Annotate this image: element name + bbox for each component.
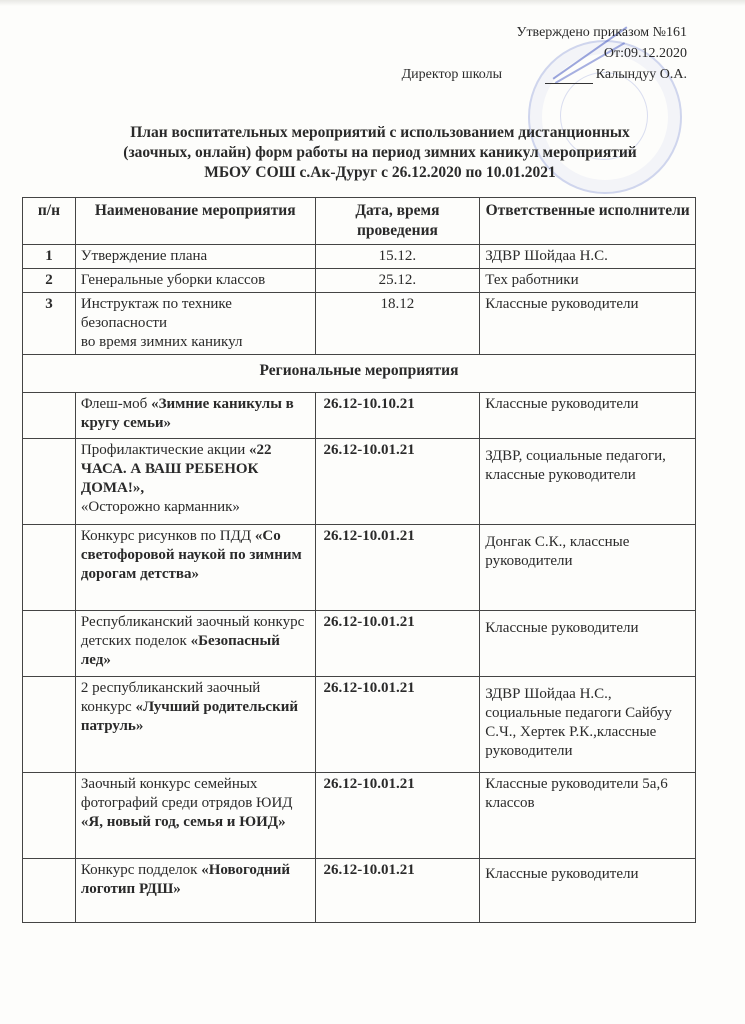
row-date: 26.12-10.01.21 bbox=[315, 611, 480, 677]
section-row bbox=[23, 355, 696, 393]
header-resp: Ответственные исполнители bbox=[480, 198, 696, 245]
row-resp: Классные руководители bbox=[480, 859, 696, 923]
table-row bbox=[23, 439, 696, 525]
row-resp: Тех работники bbox=[480, 269, 696, 293]
row-resp: Донгак С.К., классные руководители bbox=[480, 525, 696, 611]
row-num bbox=[23, 773, 76, 859]
name-plain: Флеш-моб bbox=[80, 396, 152, 412]
row-resp: ЗДВР Шойдаа Н.С. bbox=[480, 245, 696, 269]
name-bold: «Я, новый год, семья и ЮИД» bbox=[80, 814, 286, 830]
name-plain: 2 республиканский заочный конкурс bbox=[80, 680, 261, 715]
row-name bbox=[75, 677, 315, 773]
row-date: 25.12. bbox=[315, 269, 480, 293]
row-name bbox=[75, 773, 315, 859]
header-date: Дата, время проведения bbox=[315, 198, 480, 245]
name-bold: «Лучший родительский патруль» bbox=[80, 699, 298, 734]
name-plain: Конкурс подделок bbox=[80, 862, 202, 878]
row-resp: ЗДВР Шойдаа Н.С., социальные педагоги Сайбуу С.Ч., Хертек Р.К.,классные руководители bbox=[480, 677, 696, 773]
row-date: 15.12. bbox=[315, 245, 480, 269]
row-name bbox=[75, 859, 315, 923]
section-title: Региональные мероприятия bbox=[23, 355, 696, 393]
events-table bbox=[22, 197, 696, 923]
row-num bbox=[23, 611, 76, 677]
row-num bbox=[23, 677, 76, 773]
row-date: 26.12-10.01.21 bbox=[315, 439, 480, 525]
name-bold: «22 ЧАСА. А ВАШ РЕБЕНОК ДОМА!», bbox=[80, 442, 272, 496]
row-name: Генеральные уборки классов bbox=[75, 269, 315, 293]
table-row bbox=[23, 859, 696, 923]
document-title bbox=[60, 123, 700, 183]
name-plain: Профилактические акции bbox=[80, 442, 250, 458]
header-num: п/н bbox=[23, 198, 76, 245]
row-date: 26.12-10.01.21 bbox=[315, 677, 480, 773]
table-header-row bbox=[23, 198, 696, 245]
title-line-2: (заочных, онлайн) форм работы на период зимних каникул мероприятий bbox=[123, 144, 637, 161]
name-plain: Республиканский заочный конкурс детских поделок bbox=[80, 614, 305, 649]
row-resp: Классные руководители bbox=[480, 393, 696, 439]
row-name bbox=[75, 393, 315, 439]
row-name bbox=[75, 611, 315, 677]
row-name-line: безопасности bbox=[80, 315, 167, 331]
row-num: 2 bbox=[23, 269, 76, 293]
signature-line bbox=[545, 83, 593, 84]
table-row bbox=[23, 269, 696, 293]
header-name: Наименование мероприятия bbox=[75, 198, 315, 245]
row-resp: Классные руководители bbox=[480, 293, 696, 355]
row-num bbox=[23, 859, 76, 923]
director-name: Калындуу О.А. bbox=[595, 67, 687, 82]
name-bold: «Новогодний логотип РДШ» bbox=[80, 862, 291, 897]
approval-date: От:09.12.2020 bbox=[603, 46, 687, 61]
row-name bbox=[75, 439, 315, 525]
row-num bbox=[23, 393, 76, 439]
name-tail: «Осторожно карманник» bbox=[80, 499, 240, 515]
row-name-line: во время зимних каникул bbox=[80, 334, 243, 350]
row-name: Утверждение плана bbox=[75, 245, 315, 269]
row-name bbox=[75, 293, 315, 355]
row-date: 26.12-10.10.21 bbox=[315, 393, 480, 439]
row-date: 26.12-10.01.21 bbox=[315, 525, 480, 611]
table-row bbox=[23, 677, 696, 773]
name-bold: «Со светофоровой наукой по зимним дорогам детства» bbox=[80, 528, 302, 582]
table-row bbox=[23, 293, 696, 355]
row-name-line: Инструктаж по технике bbox=[80, 296, 232, 312]
name-plain: Заочный конкурс семейных фотографий среди отрядов ЮИД bbox=[80, 776, 293, 811]
approval-block bbox=[401, 22, 687, 82]
row-resp: ЗДВР, социальные педагоги, классные руководители bbox=[480, 439, 696, 525]
page-edge bbox=[0, 0, 745, 6]
row-resp: Классные руководители 5а,6 классов bbox=[480, 773, 696, 859]
row-num: 1 bbox=[23, 245, 76, 269]
name-bold: «Безопасный лед» bbox=[80, 633, 280, 668]
row-name bbox=[75, 525, 315, 611]
table-row bbox=[23, 773, 696, 859]
row-date: 18.12 bbox=[315, 293, 480, 355]
row-num bbox=[23, 439, 76, 525]
row-resp: Классные руководители bbox=[480, 611, 696, 677]
table-row bbox=[23, 525, 696, 611]
name-bold: «Зимние каникулы в кругу семьи» bbox=[80, 396, 294, 431]
row-num bbox=[23, 525, 76, 611]
row-date: 26.12-10.01.21 bbox=[315, 859, 480, 923]
table-row bbox=[23, 245, 696, 269]
title-line-1: План воспитательных мероприятий с использованием дистанционных bbox=[130, 124, 630, 141]
table-row bbox=[23, 393, 696, 439]
row-num: 3 bbox=[23, 293, 76, 355]
name-plain: Конкурс рисунков по ПДД bbox=[80, 528, 255, 544]
title-line-3: МБОУ СОШ с.Ак-Дуруг с 26.12.2020 по 10.01.2021 bbox=[204, 164, 556, 181]
row-date: 26.12-10.01.21 bbox=[315, 773, 480, 859]
approval-order: Утверждено приказом №161 bbox=[516, 25, 687, 40]
table-row bbox=[23, 611, 696, 677]
director-label: Директор школы bbox=[401, 67, 502, 82]
